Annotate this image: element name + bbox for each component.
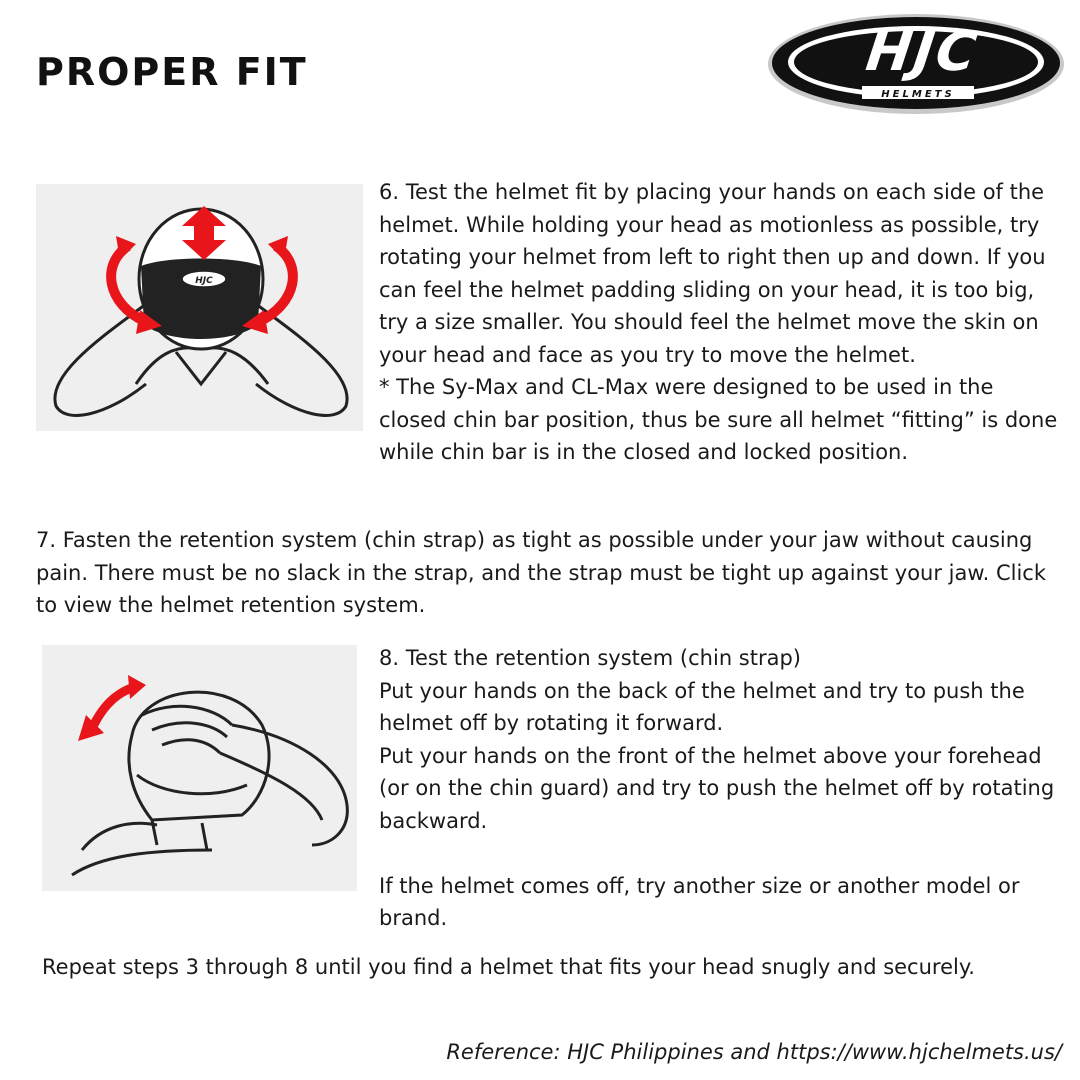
step-8-heading: 8. Test the retention system (chin strap) [379, 646, 801, 670]
hjc-logo [766, 12, 1066, 116]
logo-tagline-text: HELMETS [881, 89, 955, 100]
repeat-steps-text: Repeat steps 3 through 8 until you find a helmet that fits your head snugly and securely. [42, 955, 975, 979]
step-8-line-2: Put your hands on the front of the helmet above your forehead (or on the chin guard) and try to push the helmet off by rotating backward. [379, 743, 1055, 833]
step-6-body: 6. Test the helmet fit by placing your hands on each side of the helmet. While holding your head as motionless as possible, try rotating your helmet from left to right then up and down. If you can feel the helmet padding sliding on your head, it is too big, try a size smaller. You should feel the helmet move the skin on your head and face as you try to move the helmet. [379, 180, 1046, 367]
helmet-rotation-illustration [36, 184, 363, 431]
reference-footer: Reference: HJC Philippines and https://www.hjchelmets.us/ [446, 1040, 1062, 1064]
step-8-line-3: If the helmet comes off, try another size or another model or brand. [379, 873, 1020, 930]
helmet-front-figure [36, 184, 363, 431]
step-6-text [379, 176, 1059, 469]
helmet-badge-text: HJC [195, 276, 213, 286]
paragraph-gap [379, 837, 1059, 870]
helmet-side-figure [42, 645, 357, 891]
step-8-line-1: Put your hands on the back of the helmet and try to push the helmet off by rotating it forward. [379, 678, 1025, 735]
step-7-text: 7. Fasten the retention system (chin strap) as tight as possible under your jaw without causing pain. There must be no slack in the strap, and the strap must be tight up against your jaw. Click to view the helmet retention system. [36, 528, 1047, 617]
logo-brand-text: HJC [856, 21, 988, 84]
helmet-push-illustration [42, 645, 357, 891]
page-title: PROPER FIT [36, 50, 308, 94]
hjc-logo-graphic [766, 12, 1066, 116]
step-6-note: * The Sy-Max and CL-Max were designed to be used in the closed chin bar position, thus be sure all helmet “fitting” is done while chin bar is in the closed and locked position. [379, 375, 1058, 464]
step-8-text [379, 642, 1059, 935]
